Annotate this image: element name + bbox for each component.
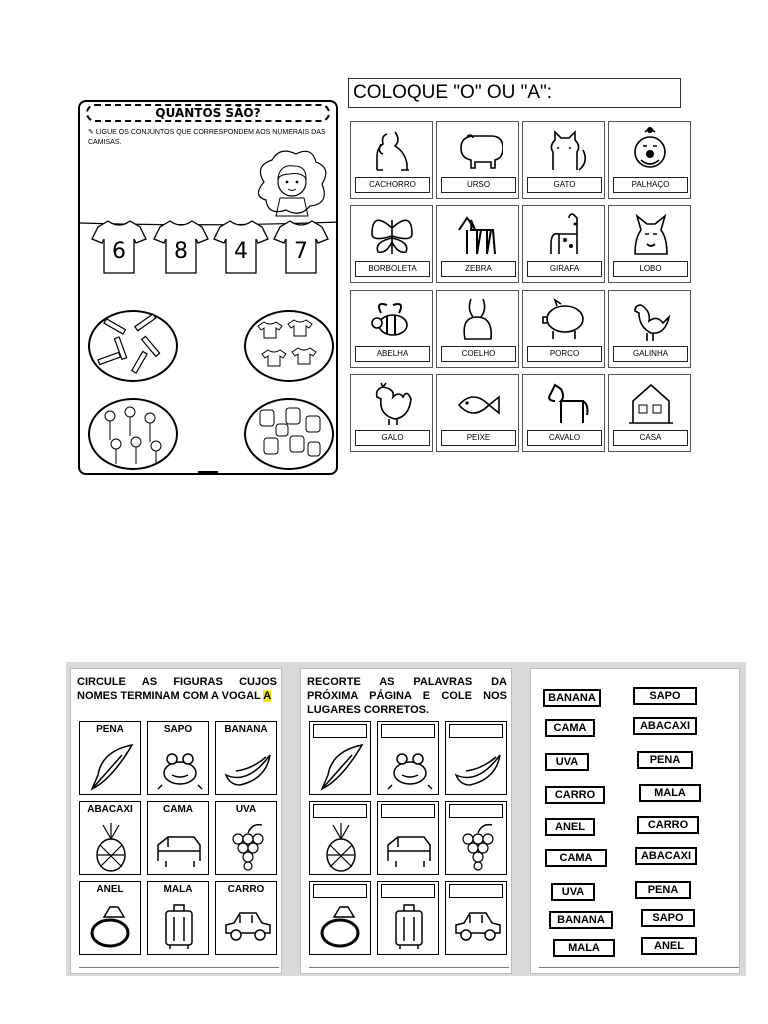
footer-line (79, 967, 279, 969)
grapes-icon (222, 820, 272, 872)
clown-icon (625, 126, 675, 176)
worksheet-circule (70, 668, 282, 974)
cutout-word-box[interactable]: BANANA (543, 689, 601, 707)
animal-card (350, 121, 433, 199)
animal-card (522, 205, 605, 283)
pineapple-icon (316, 820, 366, 872)
animal-label: CASA (613, 430, 688, 446)
animal-label: PALHAÇO (613, 177, 688, 193)
cutout-word-box[interactable]: ANEL (641, 937, 697, 955)
animal-card (350, 205, 433, 283)
cutout-word-box[interactable]: BANANA (549, 911, 613, 929)
animal-card (436, 290, 519, 368)
picture-label: ANEL (96, 884, 124, 895)
picture-card (445, 721, 507, 795)
cat-icon (539, 126, 589, 176)
bed-icon (384, 820, 434, 872)
picture-card (79, 881, 141, 955)
horse-icon (539, 379, 589, 429)
shirt-number: 8 (174, 239, 188, 264)
paste-blank-box[interactable] (381, 884, 435, 898)
picture-label: PENA (96, 724, 124, 735)
pencil-icon: ✎ (88, 129, 96, 136)
animal-card (436, 374, 519, 452)
picture-label: MALA (163, 884, 193, 895)
grapes-icon (452, 820, 502, 872)
animal-label: COELHO (441, 346, 516, 362)
bear-icon (453, 126, 503, 176)
shirts-row (90, 217, 330, 277)
worksheet-words (530, 668, 740, 974)
animal-card (522, 121, 605, 199)
worksheet-recorte-title: RECORTE AS PALAVRAS DA PRÓXIMA PÁGINA E COLE NOS LUGARES CORRETOS. (307, 676, 507, 716)
worksheet-title: QUANTOS SÃO? (86, 104, 330, 122)
dog-icon (367, 126, 417, 176)
animal-card (608, 121, 691, 199)
feather-icon (316, 740, 366, 792)
frog-icon (154, 740, 204, 792)
car-icon (452, 900, 502, 952)
paste-blank-box[interactable] (381, 724, 435, 738)
animal-card (350, 374, 433, 452)
picture-card (445, 881, 507, 955)
wolf-icon (625, 210, 675, 260)
footer-line (539, 967, 739, 969)
animal-label: CACHORRO (355, 177, 430, 193)
frog-icon (384, 740, 434, 792)
cutout-word-box[interactable]: PENA (637, 751, 693, 769)
animal-label: PORCO (527, 346, 602, 362)
picture-card (445, 801, 507, 875)
rooster-icon (367, 379, 417, 429)
suitcase-icon (384, 900, 434, 952)
animal-label: PEIXE (441, 430, 516, 446)
picture-card (377, 721, 439, 795)
picture-card (147, 881, 209, 955)
footer-line (309, 967, 509, 969)
paste-blank-box[interactable] (313, 884, 367, 898)
set-lollipops (88, 398, 178, 470)
cutout-word-box[interactable]: UVA (545, 753, 589, 771)
footer-mark (198, 471, 218, 475)
ring-icon (86, 900, 136, 952)
cutout-word-box[interactable]: PENA (635, 881, 691, 899)
cutout-word-box[interactable]: ABACAXI (633, 717, 697, 735)
animal-label: CAVALO (527, 430, 602, 446)
suitcase-icon (154, 900, 204, 952)
animal-label: ABELHA (355, 346, 430, 362)
animal-label: GATO (527, 177, 602, 193)
shirt (90, 217, 148, 275)
shirt (272, 217, 330, 275)
shirt-number: 6 (112, 239, 126, 264)
cutout-word-box[interactable]: UVA (551, 883, 595, 901)
picture-card (215, 801, 277, 875)
boy-icon (250, 146, 332, 218)
bed-icon (154, 820, 204, 872)
paste-blank-box[interactable] (449, 804, 503, 818)
picture-label: CARRO (227, 884, 265, 895)
set-shirts (244, 310, 334, 382)
paste-blank-box[interactable] (313, 724, 367, 738)
animal-card (350, 290, 433, 368)
pineapple-icon (86, 820, 136, 872)
ring-icon (316, 900, 366, 952)
animal-label: GALINHA (613, 346, 688, 362)
banana-icon (222, 740, 272, 792)
giraffe-icon (539, 210, 589, 260)
zebra-icon (453, 210, 503, 260)
fish-icon (453, 379, 503, 429)
paste-blank-box[interactable] (381, 804, 435, 818)
paste-blank-box[interactable] (313, 804, 367, 818)
cutout-word-box[interactable]: ANEL (545, 818, 595, 836)
pig-icon (539, 295, 589, 345)
picture-card (215, 721, 277, 795)
cutout-word-box[interactable]: SAPO (633, 687, 697, 705)
backpacks-icon (246, 400, 332, 468)
cutout-word-box[interactable]: CAMA (545, 849, 607, 867)
cutout-word-box[interactable]: CAMA (545, 719, 595, 737)
picture-label: BANANA (224, 724, 268, 735)
picture-card (79, 801, 141, 875)
animal-card (522, 290, 605, 368)
worksheet-instruction: ✎ LIGUE OS CONJUNTOS QUE CORRESPONDEM AOS NUMERAIS DAS CAMISAS. (88, 129, 326, 146)
animal-label: BORBOLETA (355, 261, 430, 277)
paste-blank-box[interactable] (449, 724, 503, 738)
worksheet-coloque-title: COLOQUE "O" OU "A": (348, 78, 681, 108)
cutout-word-box[interactable]: MALA (639, 784, 701, 802)
shirt-number: 4 (234, 239, 248, 264)
cutout-word-box[interactable]: MALA (553, 939, 615, 957)
worksheet-recorte (300, 668, 512, 974)
animal-card (608, 374, 691, 452)
animal-card (608, 205, 691, 283)
picture-card (147, 801, 209, 875)
car-icon (222, 900, 272, 952)
rabbit-icon (453, 295, 503, 345)
small-shirts-icon (246, 312, 332, 380)
pencils-icon (90, 312, 176, 380)
worksheet-quantos-sao (78, 100, 338, 475)
set-pencils (88, 310, 178, 382)
picture-card (147, 721, 209, 795)
animal-label: URSO (441, 177, 516, 193)
animal-card (522, 374, 605, 452)
picture-label: CAMA (163, 804, 193, 815)
worksheet-circule-title: CIRCULE AS FIGURAS CUJOS NOMES TERMINAM COM A VOGAL A (77, 676, 277, 702)
feather-icon (86, 740, 136, 792)
shirt-number: 7 (294, 239, 308, 264)
picture-label: UVA (235, 804, 257, 815)
animal-label: LOBO (613, 261, 688, 277)
animal-label: GIRAFA (527, 261, 602, 277)
cutout-word-box[interactable]: CARRO (637, 816, 699, 834)
banana-icon (452, 740, 502, 792)
picture-card (377, 881, 439, 955)
picture-card (377, 801, 439, 875)
shirt (212, 217, 270, 275)
cutout-word-box[interactable]: CARRO (545, 786, 605, 804)
paste-blank-box[interactable] (449, 884, 503, 898)
picture-card (309, 881, 371, 955)
shirt (152, 217, 210, 275)
house-icon (625, 379, 675, 429)
picture-label: ABACAXI (87, 804, 133, 815)
picture-label: SAPO (163, 724, 193, 735)
animal-label: GALO (355, 430, 430, 446)
animal-card (608, 290, 691, 368)
highlight-vowel: A (263, 690, 272, 702)
animal-card (436, 205, 519, 283)
hen-icon (625, 295, 675, 345)
picture-card (79, 721, 141, 795)
animal-card (436, 121, 519, 199)
cutout-word-box[interactable]: ABACAXI (635, 847, 697, 865)
butterfly-icon (367, 210, 417, 260)
bee-icon (367, 295, 417, 345)
picture-card (309, 801, 371, 875)
picture-card (215, 881, 277, 955)
set-backpacks (244, 398, 334, 470)
lollipops-icon (90, 400, 176, 468)
cutout-word-box[interactable]: SAPO (641, 909, 695, 927)
animal-label: ZEBRA (441, 261, 516, 277)
picture-card (309, 721, 371, 795)
